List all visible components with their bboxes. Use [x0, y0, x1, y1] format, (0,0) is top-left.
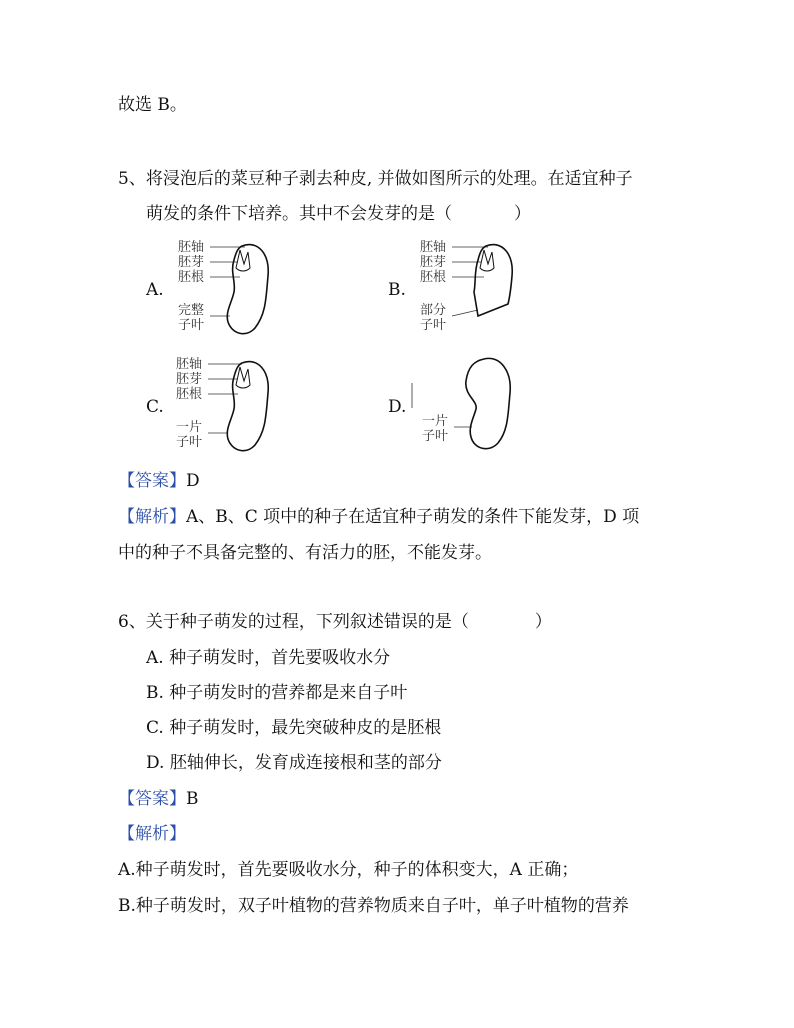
- q5-figure-b-letter: B.: [388, 280, 406, 300]
- q6-stem: [118, 611, 552, 633]
- q5-figure-a: [170, 236, 300, 345]
- q5-d-label-part1: 一片: [422, 414, 449, 429]
- q5-figure-c-letter: C.: [146, 397, 164, 417]
- q5-a-label-hypocotyl: 胚轴: [178, 240, 205, 255]
- q5-a-label-radicle: 胚根: [178, 270, 205, 285]
- q5-b-label-hypocotyl: 胚轴: [420, 240, 447, 255]
- q5-analysis-tag: 【解析】: [118, 507, 186, 527]
- seed-complete-cotyledon-diagram: [170, 236, 300, 341]
- q5-c-label-part2: 子叶: [176, 435, 203, 450]
- q5-figure-d: [416, 353, 546, 462]
- q6-analysis-b: B.种子萌发时，双子叶植物的营养物质来自子叶，单子叶植物的营养: [118, 896, 629, 916]
- q5-stem-line2-text: 萌发的条件下培养。其中不会发芽的是（: [146, 204, 452, 224]
- q6-analysis-tag-text: 【解析】: [118, 824, 186, 844]
- seed-partial-cotyledon-diagram: [416, 236, 546, 341]
- q5-c-label-hypocotyl: 胚轴: [176, 357, 203, 372]
- q6-option-d: D. 胚轴伸长，发育成连接根和茎的部分: [146, 753, 442, 773]
- q5-stem-line2-close: ）: [514, 204, 531, 224]
- q5-analysis-line2: 中的种子不具备完整的、有活力的胚，不能发芽。: [118, 543, 492, 563]
- q5-analysis-line1: [118, 506, 639, 528]
- q6-answer-value: B: [186, 789, 199, 809]
- q5-b-label-radicle: 胚根: [420, 270, 447, 285]
- q5-c-label-plumule: 胚芽: [176, 372, 203, 387]
- q5-stem-line2: [146, 203, 531, 225]
- q6-option-a: A. 种子萌发时，首先要吸收水分: [146, 648, 391, 668]
- q5-a-label-part1: 完整: [178, 303, 205, 318]
- q6-option-c: C. 种子萌发时，最先突破种皮的是胚根: [146, 718, 442, 738]
- q5-b-label-part1: 部分: [420, 303, 447, 318]
- q6-option-b: B. 种子萌发时的营养都是来自子叶: [146, 683, 408, 703]
- q6-answer: [118, 788, 199, 810]
- q5-a-label-part2: 子叶: [178, 318, 205, 333]
- q6-analysis-tag: [118, 823, 186, 845]
- q6-answer-tag: 【答案】: [118, 789, 186, 809]
- q5-answer-value: D: [186, 471, 200, 491]
- q6-stem-text: 6、关于种子萌发的过程，下列叙述错误的是（: [118, 612, 469, 632]
- q5-stem-line1: 5、将浸泡后的菜豆种子剥去种皮, 并做如图所示的处理。在适宜种子: [118, 169, 633, 189]
- prev-conclusion: 故选 B。: [118, 95, 187, 115]
- seed-cotyledon-only-diagram: [416, 353, 546, 458]
- q5-c-label-part1: 一片: [176, 420, 203, 435]
- q5-figure-a-letter: A.: [146, 280, 164, 300]
- q6-analysis-a: A.种子萌发时，首先要吸收水分，种子的体积变大，A 正确；: [118, 860, 579, 880]
- q5-analysis-text1: A、B、C 项中的种子在适宜种子萌发的条件下能发芽，D 项: [186, 507, 640, 527]
- q5-b-label-part2: 子叶: [420, 318, 447, 333]
- q5-b-label-plumule: 胚芽: [420, 255, 447, 270]
- q5-a-label-plumule: 胚芽: [178, 255, 205, 270]
- q5-figure-c: [170, 353, 300, 462]
- q5-figure-b: [416, 236, 546, 345]
- q5-c-label-radicle: 胚根: [176, 387, 203, 402]
- q5-answer-tag: 【答案】: [118, 471, 186, 491]
- q5-figure-d-letter: D.: [388, 397, 407, 417]
- q6-stem-close: ）: [534, 612, 552, 632]
- seed-one-cotyledon-diagram: [170, 353, 300, 458]
- q5-answer: [118, 470, 200, 492]
- q5-d-label-part2: 子叶: [422, 429, 449, 444]
